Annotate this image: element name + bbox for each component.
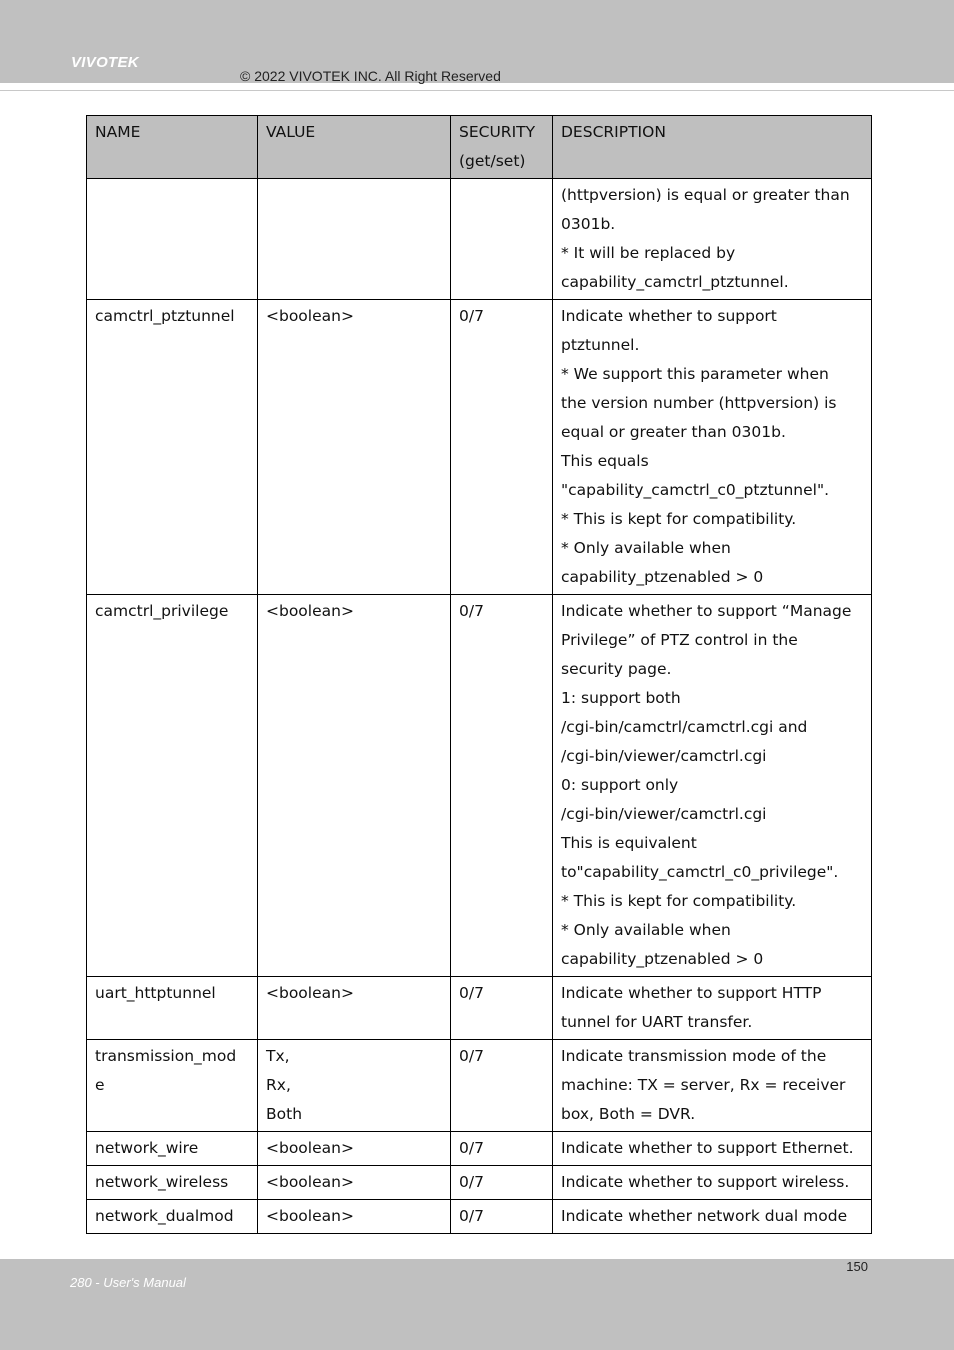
param-description-cell <box>553 179 872 300</box>
param-description-cell-line: * Only available when <box>561 921 731 939</box>
param-description-cell-line: capability_camctrl_ptztunnel. <box>561 273 789 291</box>
param-description-cell-line: * This is kept for compatibility. <box>561 892 797 910</box>
page-footer <box>0 1259 954 1350</box>
table-row <box>87 1040 872 1132</box>
param-name-cell-line: camctrl_privilege <box>95 602 229 620</box>
param-description-cell-line: * This is kept for compatibility. <box>561 510 797 528</box>
table-row <box>87 977 872 1040</box>
param-value-cell <box>258 595 451 977</box>
param-description-cell <box>553 1132 872 1166</box>
param-description-cell <box>553 977 872 1040</box>
param-description-cell-line: machine: TX = server, Rx = receiver <box>561 1076 846 1094</box>
param-value-cell-line: <boolean> <box>266 1139 354 1157</box>
header-value <box>258 116 451 179</box>
table-row <box>87 179 872 300</box>
param-security-cell <box>451 1166 553 1200</box>
table-row <box>87 300 872 595</box>
param-description-cell-line: * Only available when <box>561 539 731 557</box>
header-text: VALUE <box>266 123 316 141</box>
param-description-cell-line: Indicate whether to support <box>561 307 777 325</box>
param-value-cell-line: <boolean> <box>266 307 354 325</box>
table-row <box>87 595 872 977</box>
param-description-cell-line: (httpversion) is equal or greater than <box>561 186 850 204</box>
param-value-cell <box>258 1166 451 1200</box>
param-value-cell-line: <boolean> <box>266 1173 354 1191</box>
param-security-cell <box>451 1200 553 1234</box>
param-value-cell-line: Both <box>266 1105 303 1123</box>
param-description-cell-line: Indicate whether to support HTTP <box>561 984 822 1002</box>
header-text: DESCRIPTION <box>561 123 666 141</box>
param-value-cell-line: Rx, <box>266 1076 291 1094</box>
param-value-cell-line: <boolean> <box>266 984 354 1002</box>
copyright-text: © 2022 VIVOTEK INC. All Right Reserved <box>240 68 501 84</box>
header-text: SECURITY <box>459 123 536 141</box>
param-description-cell-line: to"capability_camctrl_c0_privilege". <box>561 863 839 881</box>
param-security-cell-text: 0/7 <box>459 984 484 1002</box>
param-name-cell <box>87 1200 258 1234</box>
param-description-cell-line: "capability_camctrl_c0_ptztunnel". <box>561 481 830 499</box>
manual-label: 280 - User's Manual <box>70 1275 186 1290</box>
param-security-cell <box>451 179 553 300</box>
param-description-cell-line: * It will be replaced by <box>561 244 736 262</box>
header-name <box>87 116 258 179</box>
table-row <box>87 1166 872 1200</box>
page-number: 150 <box>846 1259 868 1274</box>
param-description-cell-line: Indicate whether to support “Manage <box>561 602 852 620</box>
param-name-cell-line: network_wire <box>95 1139 199 1157</box>
param-value-cell <box>258 300 451 595</box>
param-name-cell <box>87 977 258 1040</box>
param-security-cell <box>451 1132 553 1166</box>
param-description-cell-line: box, Both = DVR. <box>561 1105 696 1123</box>
param-description-cell-line: Indicate transmission mode of the <box>561 1047 827 1065</box>
param-security-cell-text: 0/7 <box>459 1207 484 1225</box>
param-description-cell-line: capability_ptzenabled > 0 <box>561 950 764 968</box>
param-description-cell-line: tunnel for UART transfer. <box>561 1013 753 1031</box>
brand-logo: VIVOTEK <box>71 54 139 71</box>
param-description-cell-line: capability_ptzenabled > 0 <box>561 568 764 586</box>
param-description-cell <box>553 1166 872 1200</box>
param-description-cell-line: 0: support only <box>561 776 679 794</box>
param-value-cell <box>258 1200 451 1234</box>
param-description-cell-line: This is equivalent <box>561 834 697 852</box>
param-value-cell <box>258 179 451 300</box>
param-name-cell-line: network_wireless <box>95 1173 229 1191</box>
param-value-cell-line: Tx, <box>266 1047 290 1065</box>
param-name-cell <box>87 300 258 595</box>
param-name-cell <box>87 1040 258 1132</box>
param-description-cell <box>553 300 872 595</box>
param-value-cell-line: <boolean> <box>266 1207 354 1225</box>
param-description-cell-line: the version number (httpversion) is <box>561 394 837 412</box>
param-name-cell <box>87 1166 258 1200</box>
header-security <box>451 116 553 179</box>
param-name-cell-line: transmission_mod <box>95 1047 237 1065</box>
param-security-cell-text: 0/7 <box>459 1139 484 1157</box>
param-security-cell-text: 0/7 <box>459 1173 484 1191</box>
param-value-cell <box>258 1040 451 1132</box>
table-row <box>87 1132 872 1166</box>
param-name-cell <box>87 595 258 977</box>
header-text: (get/set) <box>459 152 526 170</box>
param-name-cell-line: camctrl_ptztunnel <box>95 307 235 325</box>
param-description-cell-line: equal or greater than 0301b. <box>561 423 786 441</box>
param-description-cell-line: Privilege” of PTZ control in the <box>561 631 798 649</box>
table-body <box>87 179 872 1234</box>
param-name-cell-line: e <box>95 1076 105 1094</box>
param-name-cell <box>87 179 258 300</box>
param-value-cell <box>258 1132 451 1166</box>
param-security-cell-text: 0/7 <box>459 1047 484 1065</box>
param-description-cell <box>553 595 872 977</box>
header-description <box>553 116 872 179</box>
header-text: NAME <box>95 123 141 141</box>
param-description-cell-line: /cgi-bin/camctrl/camctrl.cgi and <box>561 718 808 736</box>
param-description-cell-line: /cgi-bin/viewer/camctrl.cgi <box>561 805 767 823</box>
param-value-cell <box>258 977 451 1040</box>
param-description-cell-line: security page. <box>561 660 672 678</box>
param-security-cell <box>451 300 553 595</box>
param-value-cell-line: <boolean> <box>266 602 354 620</box>
param-name-cell <box>87 1132 258 1166</box>
parameter-table <box>86 115 872 1234</box>
header-divider <box>0 90 954 91</box>
param-security-cell <box>451 1040 553 1132</box>
param-description-cell-line: 1: support both <box>561 689 681 707</box>
param-description-cell-line: Indicate whether to support wireless. <box>561 1173 850 1191</box>
param-security-cell <box>451 595 553 977</box>
param-description-cell <box>553 1040 872 1132</box>
param-description-cell <box>553 1200 872 1234</box>
table-row <box>87 1200 872 1234</box>
param-security-cell <box>451 977 553 1040</box>
param-description-cell-line: Indicate whether network dual mode <box>561 1207 848 1225</box>
param-description-cell-line: /cgi-bin/viewer/camctrl.cgi <box>561 747 767 765</box>
param-description-cell-line: * We support this parameter when <box>561 365 829 383</box>
param-description-cell-line: ptztunnel. <box>561 336 640 354</box>
param-name-cell-line: network_dualmod <box>95 1207 234 1225</box>
param-description-cell-line: Indicate whether to support Ethernet. <box>561 1139 854 1157</box>
param-name-cell-line: uart_httptunnel <box>95 984 216 1002</box>
param-security-cell-text: 0/7 <box>459 602 484 620</box>
table-header-row <box>87 116 872 179</box>
param-description-cell-line: This equals <box>561 452 649 470</box>
param-description-cell-line: 0301b. <box>561 215 616 233</box>
param-security-cell-text: 0/7 <box>459 307 484 325</box>
